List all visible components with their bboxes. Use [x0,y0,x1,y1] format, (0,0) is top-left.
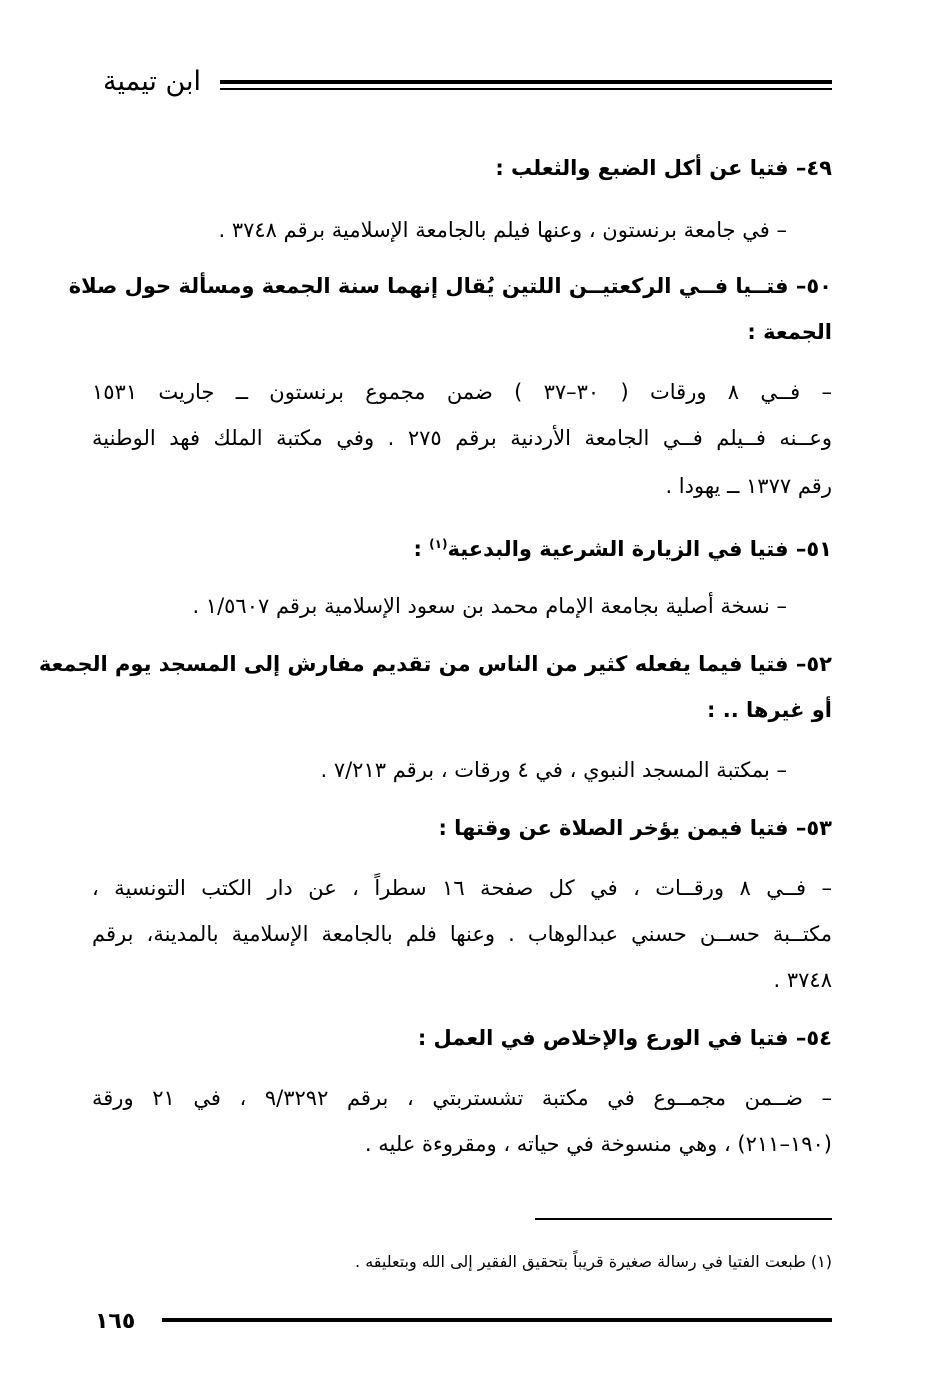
entry-50-heading-line-1: ٥٠– فتــيا فــي الركعتيــن اللتين يُقال إنهما سنة الجمعة ومسألة حول صلاة [68,274,832,298]
entry-51-heading-text: ٥١– فتيا في الزيارة الشرعية والبدعية [447,537,832,561]
entry-53-line-2: مكتــبة حســن حسني عبدالوهاب . وعنها فلم بالجامعة الإسلامية بالمدينة، برقم [92,922,832,946]
running-header-title: ابن تيمية [102,66,202,97]
entry-52-heading-line-2: أو غيرها .. : [707,698,832,722]
entry-52-heading-line-1: ٥٢– فتيا فيما يفعله كثير من الناس من تقديم مفارش إلى المسجد يوم الجمعة [38,652,832,676]
entry-50-line-3: رقم ١٣٧٧ ــ يهودا . [665,474,832,498]
entry-51-heading-end: : [413,537,430,561]
page-number: ١٦٥ [95,1309,136,1334]
entry-54-line-1: – ضــمن مجمــوع في مكتبة تشستربتي ، برقم ٩/٣٢٩٢ ، في ٢١ ورقة [92,1086,832,1110]
entry-49-line-1: – في جامعة برنستون ، وعنها فيلم بالجامعة الإسلامية برقم ٣٧٤٨ . [218,218,787,242]
entry-54-heading: ٥٤– فتيا في الورع والإخلاص في العمل : [417,1026,832,1050]
entry-50-heading-line-2: الجمعة : [747,320,832,344]
entry-53-heading: ٥٣– فتيا فيمن يؤخر الصلاة عن وقتها : [438,816,832,840]
entry-53-line-3: ٣٧٤٨ . [773,968,832,992]
entry-52-line-1: – بمكتبة المسجد النبوي ، في ٤ ورقات ، برقم ٧/٢١٣ . [320,758,787,782]
entry-49-heading: ٤٩– فتيا عن أكل الضبع والثعلب : [495,156,832,180]
entry-50-line-1: – فــي ٨ ورقات ( ٣٠–٣٧ ) ضمن مجموع برنستون ــ جاريت ١٥٣١ [92,380,832,404]
entry-51-heading [92,524,832,569]
footnote-ref-1: (١) [429,537,448,551]
entry-53-line-1: – فــي ٨ ورقــات ، في كل صفحة ١٦ سطراً ، عن دار الكتب التونسية ، [92,876,833,900]
entry-54-line-2: (١٩٠–٢١١) ، وهي منسوخة في حياته ، ومقروءة عليه . [364,1132,832,1156]
footer-rule [162,1318,832,1322]
footnote-rule [535,1218,832,1220]
footnote-1: (١) طبعت الفتيا في رسالة صغيرة قريباً بتحقيق الفقير إلى الله وبتعليقه . [355,1252,832,1271]
entry-50-line-2: وعــنه فــيلم فــي الجامعة الأردنية برقم ٢٧٥ . وفي مكتبة الملك فهد الوطنية [92,426,832,450]
entry-51-line-1: – نسخة أصلية بجامعة الإمام محمد بن سعود الإسلامية برقم ١/٥٦٠٧ . [192,594,787,618]
header-rule [220,80,832,90]
